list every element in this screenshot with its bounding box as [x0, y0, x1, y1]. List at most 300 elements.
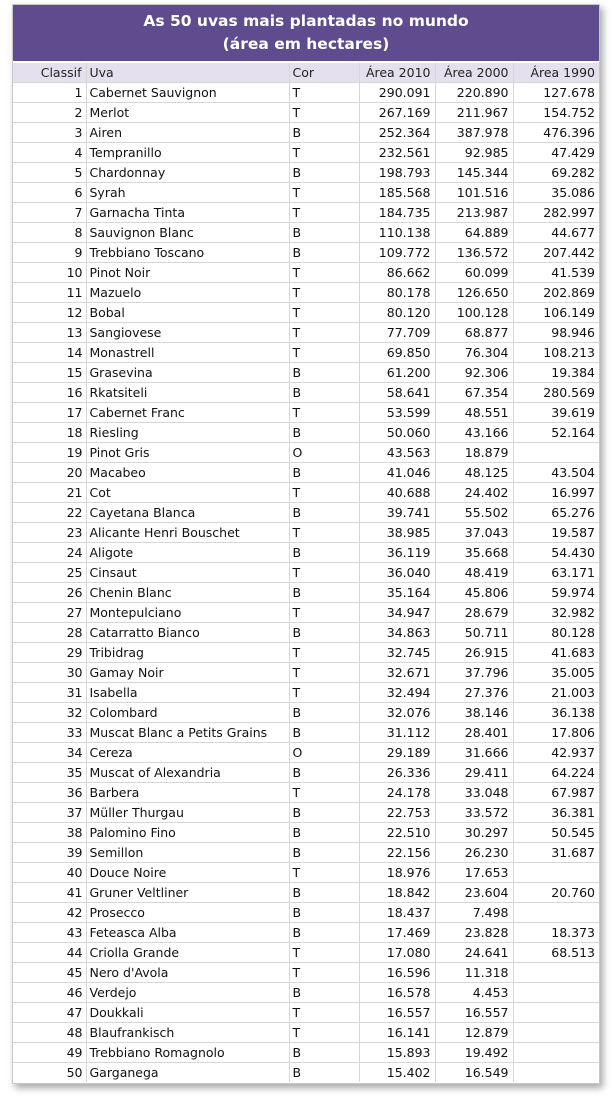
area-2010-cell: 18.842: [359, 882, 435, 902]
rank-cell: 16: [13, 382, 86, 402]
rank-cell: 23: [13, 522, 86, 542]
area-2010-cell: 15.893: [359, 1042, 435, 1062]
area-2010-cell: 32.494: [359, 682, 435, 702]
area-2000-cell: 45.806: [435, 582, 513, 602]
color-cell: T: [289, 682, 359, 702]
color-cell: T: [289, 482, 359, 502]
area-1990-cell: 21.003: [513, 682, 599, 702]
rank-cell: 37: [13, 802, 86, 822]
table-row: [13, 1002, 599, 1022]
area-1990-cell: 98.946: [513, 322, 599, 342]
color-cell: B: [289, 362, 359, 382]
area-2010-cell: 22.510: [359, 822, 435, 842]
rank-cell: 27: [13, 602, 86, 622]
grape-table: [13, 63, 599, 1082]
table-row: [13, 462, 599, 482]
area-2010-cell: 15.402: [359, 1062, 435, 1082]
grape-cell: Airen: [86, 122, 289, 142]
rank-cell: 18: [13, 422, 86, 442]
area-2000-cell: 12.879: [435, 1022, 513, 1042]
color-cell: B: [289, 722, 359, 742]
area-2000-cell: 387.978: [435, 122, 513, 142]
table-row: [13, 782, 599, 802]
area-1990-cell: 67.987: [513, 782, 599, 802]
area-2010-cell: 24.178: [359, 782, 435, 802]
rank-cell: 5: [13, 162, 86, 182]
area-1990-cell: [513, 1062, 599, 1082]
rank-cell: 38: [13, 822, 86, 842]
area-2010-cell: 39.741: [359, 502, 435, 522]
grape-cell: Chardonnay: [86, 162, 289, 182]
area-2000-cell: 136.572: [435, 242, 513, 262]
area-2000-cell: 26.915: [435, 642, 513, 662]
color-cell: B: [289, 842, 359, 862]
rank-cell: 14: [13, 342, 86, 362]
header-row: [13, 63, 599, 82]
color-cell: B: [289, 702, 359, 722]
area-1990-cell: 17.806: [513, 722, 599, 742]
grape-cell: Garganega: [86, 1062, 289, 1082]
table-row: [13, 322, 599, 342]
area-1990-cell: 127.678: [513, 82, 599, 102]
color-cell: B: [289, 162, 359, 182]
color-cell: B: [289, 502, 359, 522]
table-row: [13, 582, 599, 602]
grape-cell: Catarratto Bianco: [86, 622, 289, 642]
area-1990-cell: 69.282: [513, 162, 599, 182]
color-cell: T: [289, 182, 359, 202]
color-cell: B: [289, 1062, 359, 1082]
area-2000-cell: 33.572: [435, 802, 513, 822]
rank-cell: 33: [13, 722, 86, 742]
area-2010-cell: 34.947: [359, 602, 435, 622]
area-2000-cell: 17.653: [435, 862, 513, 882]
table-row: [13, 182, 599, 202]
rank-cell: 2: [13, 102, 86, 122]
rank-cell: 43: [13, 922, 86, 942]
rank-cell: 45: [13, 962, 86, 982]
area-2000-cell: 145.344: [435, 162, 513, 182]
area-2000-cell: 7.498: [435, 902, 513, 922]
area-1990-cell: 68.513: [513, 942, 599, 962]
area-1990-cell: 154.752: [513, 102, 599, 122]
area-2000-cell: 37.043: [435, 522, 513, 542]
color-cell: B: [289, 622, 359, 642]
area-2010-cell: 38.985: [359, 522, 435, 542]
area-2000-cell: 55.502: [435, 502, 513, 522]
area-2010-cell: 32.671: [359, 662, 435, 682]
color-cell: B: [289, 122, 359, 142]
rank-cell: 39: [13, 842, 86, 862]
table-row: [13, 362, 599, 382]
grape-cell: Cabernet Sauvignon: [86, 82, 289, 102]
grape-cell: Cinsaut: [86, 562, 289, 582]
grape-table-image: [12, 4, 600, 1084]
table-row: [13, 622, 599, 642]
grape-cell: Syrah: [86, 182, 289, 202]
grape-cell: Alicante Henri Bouschet: [86, 522, 289, 542]
area-2010-cell: 80.178: [359, 282, 435, 302]
color-cell: O: [289, 442, 359, 462]
area-2000-cell: 92.306: [435, 362, 513, 382]
grape-cell: Colombard: [86, 702, 289, 722]
area-1990-cell: 41.683: [513, 642, 599, 662]
area-1990-cell: 36.138: [513, 702, 599, 722]
area-2000-cell: 29.411: [435, 762, 513, 782]
table-row: [13, 102, 599, 122]
area-2000-cell: 4.453: [435, 982, 513, 1002]
area-2010-cell: 18.437: [359, 902, 435, 922]
area-2010-cell: 109.772: [359, 242, 435, 262]
table-row: [13, 902, 599, 922]
table-row: [13, 542, 599, 562]
color-cell: B: [289, 382, 359, 402]
area-2000-cell: 35.668: [435, 542, 513, 562]
area-1990-cell: 65.276: [513, 502, 599, 522]
area-2000-cell: 64.889: [435, 222, 513, 242]
color-cell: T: [289, 322, 359, 342]
rank-cell: 22: [13, 502, 86, 522]
area-2010-cell: 58.641: [359, 382, 435, 402]
area-2000-cell: 213.987: [435, 202, 513, 222]
rank-cell: 4: [13, 142, 86, 162]
table-row: [13, 982, 599, 1002]
color-cell: T: [289, 1022, 359, 1042]
rank-cell: 8: [13, 222, 86, 242]
rank-cell: 41: [13, 882, 86, 902]
grape-cell: Müller Thurgau: [86, 802, 289, 822]
grape-cell: Mazuelo: [86, 282, 289, 302]
area-1990-cell: 47.429: [513, 142, 599, 162]
grape-cell: Pinot Gris: [86, 442, 289, 462]
area-2000-cell: 31.666: [435, 742, 513, 762]
table-row: [13, 122, 599, 142]
area-2010-cell: 22.156: [359, 842, 435, 862]
grape-cell: Montepulciano: [86, 602, 289, 622]
color-cell: B: [289, 822, 359, 842]
table-row: [13, 442, 599, 462]
grape-cell: Blaufrankisch: [86, 1022, 289, 1042]
rank-cell: 36: [13, 782, 86, 802]
area-2010-cell: 40.688: [359, 482, 435, 502]
table-body: [13, 82, 599, 1082]
area-1990-cell: 35.005: [513, 662, 599, 682]
color-cell: T: [289, 662, 359, 682]
area-2010-cell: 198.793: [359, 162, 435, 182]
area-2000-cell: 220.890: [435, 82, 513, 102]
area-2010-cell: 22.753: [359, 802, 435, 822]
area-2000-cell: 24.402: [435, 482, 513, 502]
area-1990-cell: 35.086: [513, 182, 599, 202]
area-2000-cell: 38.146: [435, 702, 513, 722]
area-2000-cell: 16.557: [435, 1002, 513, 1022]
title-line-1: As 50 uvas mais plantadas no mundo: [143, 12, 469, 30]
area-2010-cell: 86.662: [359, 262, 435, 282]
area-1990-cell: [513, 982, 599, 1002]
rank-cell: 24: [13, 542, 86, 562]
color-cell: T: [289, 262, 359, 282]
table-row: [13, 642, 599, 662]
table-row: [13, 482, 599, 502]
area-2010-cell: 31.112: [359, 722, 435, 742]
grape-cell: Pinot Noir: [86, 262, 289, 282]
area-1990-cell: 106.149: [513, 302, 599, 322]
table-row: [13, 942, 599, 962]
rank-cell: 32: [13, 702, 86, 722]
table-row: [13, 522, 599, 542]
grape-cell: Cayetana Blanca: [86, 502, 289, 522]
rank-cell: 31: [13, 682, 86, 702]
area-2000-cell: 76.304: [435, 342, 513, 362]
area-1990-cell: 80.128: [513, 622, 599, 642]
area-1990-cell: 18.373: [513, 922, 599, 942]
grape-cell: Tribidrag: [86, 642, 289, 662]
grape-cell: Cabernet Franc: [86, 402, 289, 422]
grape-cell: Chenin Blanc: [86, 582, 289, 602]
grape-cell: Sangiovese: [86, 322, 289, 342]
grape-cell: Prosecco: [86, 902, 289, 922]
grape-cell: Bobal: [86, 302, 289, 322]
table-row: [13, 502, 599, 522]
rank-cell: 17: [13, 402, 86, 422]
table-row: [13, 142, 599, 162]
color-cell: B: [289, 582, 359, 602]
area-2000-cell: 27.376: [435, 682, 513, 702]
area-2000-cell: 50.711: [435, 622, 513, 642]
color-cell: T: [289, 302, 359, 322]
area-1990-cell: 54.430: [513, 542, 599, 562]
rank-cell: 30: [13, 662, 86, 682]
rank-cell: 7: [13, 202, 86, 222]
grape-cell: Douce Noire: [86, 862, 289, 882]
area-2010-cell: 32.076: [359, 702, 435, 722]
area-2010-cell: 110.138: [359, 222, 435, 242]
table-row: [13, 162, 599, 182]
table-row: [13, 242, 599, 262]
color-cell: T: [289, 282, 359, 302]
area-2000-cell: 11.318: [435, 962, 513, 982]
area-1990-cell: 20.760: [513, 882, 599, 902]
table-row: [13, 822, 599, 842]
table-row: [13, 402, 599, 422]
header-area-2000: Área 2000: [435, 63, 513, 82]
rank-cell: 20: [13, 462, 86, 482]
area-1990-cell: 31.687: [513, 842, 599, 862]
grape-cell: Rkatsiteli: [86, 382, 289, 402]
table-row: [13, 1042, 599, 1062]
area-2010-cell: 184.735: [359, 202, 435, 222]
area-1990-cell: 39.619: [513, 402, 599, 422]
area-2010-cell: 53.599: [359, 402, 435, 422]
grape-cell: Muscat of Alexandria: [86, 762, 289, 782]
area-2010-cell: 17.469: [359, 922, 435, 942]
grape-cell: Cereza: [86, 742, 289, 762]
table-row: [13, 302, 599, 322]
area-2000-cell: 23.828: [435, 922, 513, 942]
area-1990-cell: [513, 1002, 599, 1022]
area-2000-cell: 19.492: [435, 1042, 513, 1062]
grape-cell: Cot: [86, 482, 289, 502]
area-2010-cell: 18.976: [359, 862, 435, 882]
color-cell: T: [289, 942, 359, 962]
grape-cell: Doukkali: [86, 1002, 289, 1022]
grape-cell: Tempranillo: [86, 142, 289, 162]
header-area-1990: Área 1990: [513, 63, 599, 82]
rank-cell: 26: [13, 582, 86, 602]
color-cell: T: [289, 642, 359, 662]
color-cell: T: [289, 202, 359, 222]
area-1990-cell: 32.982: [513, 602, 599, 622]
table-row: [13, 602, 599, 622]
table-row: [13, 262, 599, 282]
area-2000-cell: 43.166: [435, 422, 513, 442]
color-cell: T: [289, 522, 359, 542]
rank-cell: 34: [13, 742, 86, 762]
color-cell: B: [289, 222, 359, 242]
area-2000-cell: 68.877: [435, 322, 513, 342]
area-1990-cell: 280.569: [513, 382, 599, 402]
color-cell: B: [289, 802, 359, 822]
color-cell: B: [289, 982, 359, 1002]
rank-cell: 47: [13, 1002, 86, 1022]
area-1990-cell: 42.937: [513, 742, 599, 762]
area-2010-cell: 34.863: [359, 622, 435, 642]
header-cor: Cor: [289, 63, 359, 82]
area-1990-cell: 50.545: [513, 822, 599, 842]
header-classif: Classif: [13, 63, 86, 82]
table-row: [13, 202, 599, 222]
color-cell: O: [289, 742, 359, 762]
table-title: [13, 5, 599, 61]
area-2010-cell: 43.563: [359, 442, 435, 462]
table-row: [13, 842, 599, 862]
area-2000-cell: 48.551: [435, 402, 513, 422]
area-2000-cell: 37.796: [435, 662, 513, 682]
color-cell: B: [289, 422, 359, 442]
table-row: [13, 882, 599, 902]
area-2000-cell: 67.354: [435, 382, 513, 402]
table-row: [13, 662, 599, 682]
area-2010-cell: 50.060: [359, 422, 435, 442]
area-1990-cell: 36.381: [513, 802, 599, 822]
area-2000-cell: 100.128: [435, 302, 513, 322]
color-cell: T: [289, 402, 359, 422]
area-2000-cell: 24.641: [435, 942, 513, 962]
table-row: [13, 562, 599, 582]
area-2000-cell: 30.297: [435, 822, 513, 842]
color-cell: B: [289, 922, 359, 942]
table-row: [13, 962, 599, 982]
color-cell: T: [289, 1002, 359, 1022]
grape-cell: Palomino Fino: [86, 822, 289, 842]
rank-cell: 12: [13, 302, 86, 322]
rank-cell: 25: [13, 562, 86, 582]
area-2010-cell: 29.189: [359, 742, 435, 762]
table-row: [13, 82, 599, 102]
header-area-2010: Área 2010: [359, 63, 435, 82]
grape-cell: Monastrell: [86, 342, 289, 362]
area-2000-cell: 48.125: [435, 462, 513, 482]
area-2000-cell: 92.985: [435, 142, 513, 162]
table-row: [13, 862, 599, 882]
area-1990-cell: 52.164: [513, 422, 599, 442]
table-row: [13, 382, 599, 402]
color-cell: T: [289, 862, 359, 882]
area-2010-cell: 16.141: [359, 1022, 435, 1042]
area-2010-cell: 36.119: [359, 542, 435, 562]
grape-cell: Sauvignon Blanc: [86, 222, 289, 242]
area-1990-cell: 19.384: [513, 362, 599, 382]
area-2000-cell: 26.230: [435, 842, 513, 862]
grape-cell: Barbera: [86, 782, 289, 802]
area-1990-cell: [513, 1022, 599, 1042]
rank-cell: 48: [13, 1022, 86, 1042]
area-1990-cell: 41.539: [513, 262, 599, 282]
area-2010-cell: 232.561: [359, 142, 435, 162]
header-uva: Uva: [86, 63, 289, 82]
color-cell: B: [289, 462, 359, 482]
rank-cell: 29: [13, 642, 86, 662]
area-2010-cell: 35.164: [359, 582, 435, 602]
table-row: [13, 922, 599, 942]
table-row: [13, 682, 599, 702]
color-cell: T: [289, 142, 359, 162]
area-1990-cell: 16.997: [513, 482, 599, 502]
area-2010-cell: 16.557: [359, 1002, 435, 1022]
color-cell: T: [289, 602, 359, 622]
color-cell: B: [289, 762, 359, 782]
color-cell: T: [289, 342, 359, 362]
table-row: [13, 282, 599, 302]
area-2010-cell: 290.091: [359, 82, 435, 102]
area-1990-cell: [513, 1042, 599, 1062]
rank-cell: 44: [13, 942, 86, 962]
grape-cell: Macabeo: [86, 462, 289, 482]
area-2010-cell: 61.200: [359, 362, 435, 382]
grape-cell: Trebbiano Toscano: [86, 242, 289, 262]
title-line-2: (área em hectares): [222, 35, 390, 53]
rank-cell: 35: [13, 762, 86, 782]
color-cell: B: [289, 1042, 359, 1062]
grape-cell: Gamay Noir: [86, 662, 289, 682]
area-2010-cell: 26.336: [359, 762, 435, 782]
rank-cell: 1: [13, 82, 86, 102]
area-2000-cell: 18.879: [435, 442, 513, 462]
grape-cell: Merlot: [86, 102, 289, 122]
area-2010-cell: 69.850: [359, 342, 435, 362]
grape-cell: Riesling: [86, 422, 289, 442]
color-cell: B: [289, 542, 359, 562]
rank-cell: 46: [13, 982, 86, 1002]
area-2000-cell: 28.679: [435, 602, 513, 622]
table-row: [13, 722, 599, 742]
area-1990-cell: 44.677: [513, 222, 599, 242]
area-1990-cell: 19.587: [513, 522, 599, 542]
area-2010-cell: 80.120: [359, 302, 435, 322]
color-cell: B: [289, 902, 359, 922]
table-row: [13, 1062, 599, 1082]
area-2010-cell: 41.046: [359, 462, 435, 482]
table-row: [13, 762, 599, 782]
rank-cell: 42: [13, 902, 86, 922]
grape-cell: Grasevina: [86, 362, 289, 382]
grape-cell: Gruner Veltliner: [86, 882, 289, 902]
area-2000-cell: 126.650: [435, 282, 513, 302]
rank-cell: 19: [13, 442, 86, 462]
area-2000-cell: 16.549: [435, 1062, 513, 1082]
rank-cell: 9: [13, 242, 86, 262]
area-2010-cell: 16.578: [359, 982, 435, 1002]
